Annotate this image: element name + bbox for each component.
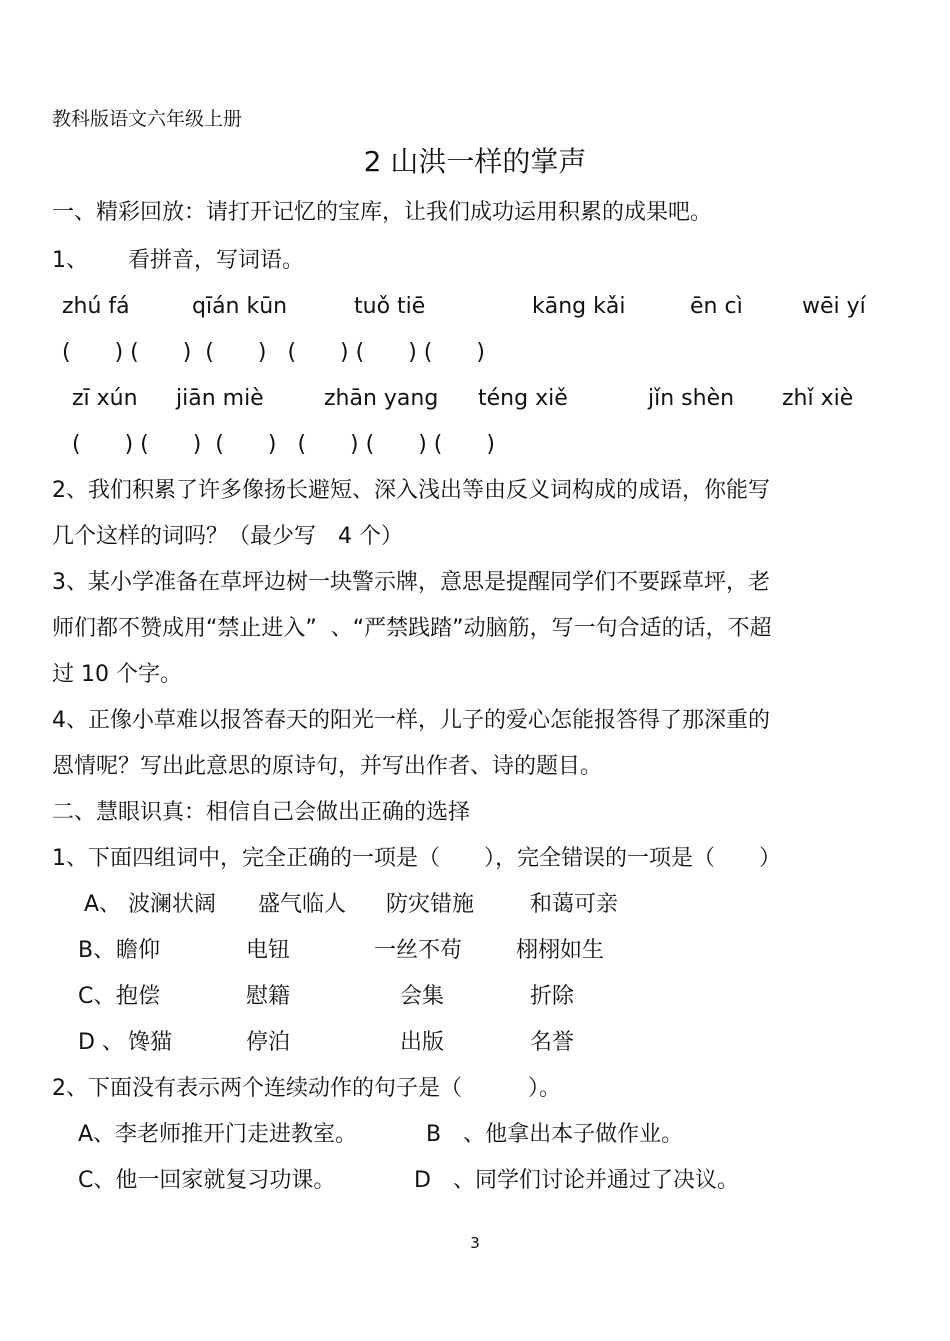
section1-heading: 一、精彩回放：请打开记忆的宝库，让我们成功运用积累的成果吧。 xyxy=(52,200,713,225)
pinyin-item: qīán kūn xyxy=(192,294,288,319)
option-word: 会集 xyxy=(400,984,445,1009)
pinyin-item: zhú fá xyxy=(62,294,130,319)
option-word: 折除 xyxy=(530,984,575,1009)
pinyin-item: zhǐ xiè xyxy=(782,386,854,411)
choice-option: B 、他拿出本子做作业。 xyxy=(426,1122,684,1147)
option-word: 防灾错施 xyxy=(386,892,475,917)
option-word: 名誉 xyxy=(530,1030,575,1055)
option-label: A、 xyxy=(84,892,122,917)
option-word: 栩栩如生 xyxy=(516,938,605,963)
option-word: 波澜状阔 xyxy=(128,892,217,917)
pinyin-item: kāng kǎi xyxy=(532,294,626,319)
answer-blanks: ( ) ( ) ( ) ( ) ( ) ( ) xyxy=(72,432,495,457)
q1-text: 看拼音，写词语。 xyxy=(128,248,305,273)
q4-line: 4、正像小草难以报答春天的阳光一样，儿子的爱心怎能报答得了那深重的 xyxy=(52,708,770,733)
option-word: 出版 xyxy=(400,1030,445,1055)
q2-line: 几个这样的词吗？（最少写 4 个） xyxy=(52,524,403,549)
choice-option: A、李老师推开门走进教室。 xyxy=(78,1122,358,1147)
choice-option: D 、同学们讨论并通过了决议。 xyxy=(414,1168,739,1193)
pinyin-item: téng xiě xyxy=(478,386,568,411)
s2-q2-stem: 2、下面没有表示两个连续动作的句子是（ ）。 xyxy=(52,1076,561,1101)
header: 教科版语文六年级上册 xyxy=(52,108,243,130)
q2-line: 2、我们积累了许多像扬长避短、深入浅出等由反义词构成的成语，你能写 xyxy=(52,478,770,503)
option-word: 瞻仰 xyxy=(116,938,161,963)
option-word: 盛气临人 xyxy=(258,892,347,917)
option-word: 抱偿 xyxy=(116,984,161,1009)
option-word: 电钮 xyxy=(246,938,291,963)
option-word: 慰籍 xyxy=(246,984,291,1009)
page-title: 2 山洪一样的掌声 xyxy=(363,145,587,178)
answer-blanks: ( ) ( ) ( ) ( ) ( ) ( ) xyxy=(62,340,485,365)
pinyin-item: jiān miè xyxy=(176,386,264,411)
section2-heading: 二、慧眼识真：相信自己会做出正确的选择 xyxy=(52,800,471,825)
q3-line: 3、某小学准备在草坪边树一块警示牌，意思是提醒同学们不要踩草坪，老 xyxy=(52,570,770,595)
choice-option: C、他一回家就复习功课。 xyxy=(78,1168,336,1193)
option-word: 停泊 xyxy=(246,1030,291,1055)
pinyin-item: zhān yang xyxy=(324,386,439,411)
pinyin-item: jǐn shèn xyxy=(648,386,735,411)
q3-line: 师们都不赞成用“禁止进入” 、“严禁践踏”动脑筋，写一句合适的话，不超 xyxy=(52,616,772,641)
q4-line: 恩情呢？写出此意思的原诗句，并写出作者、诗的题目。 xyxy=(52,754,603,779)
pinyin-item: zī xún xyxy=(72,386,138,411)
option-word: 一丝不苟 xyxy=(374,938,463,963)
option-label: D 、 xyxy=(78,1030,124,1055)
pinyin-item: ēn cì xyxy=(690,294,743,319)
q1-label: 1、 xyxy=(52,248,88,273)
option-word: 馋猫 xyxy=(128,1030,173,1055)
q3-line: 过 10 个字。 xyxy=(52,662,182,687)
option-word: 和蔼可亲 xyxy=(530,892,619,917)
s2-q1-stem: 1、下面四组词中，完全正确的一项是（ ），完全错误的一项是（ ） xyxy=(52,846,781,871)
pinyin-item: tuǒ tiē xyxy=(354,294,426,319)
page-number: 3 xyxy=(470,1234,480,1252)
pinyin-item: wēi yí xyxy=(802,294,866,319)
option-label: C、 xyxy=(78,984,116,1009)
option-label: B、 xyxy=(78,938,116,963)
